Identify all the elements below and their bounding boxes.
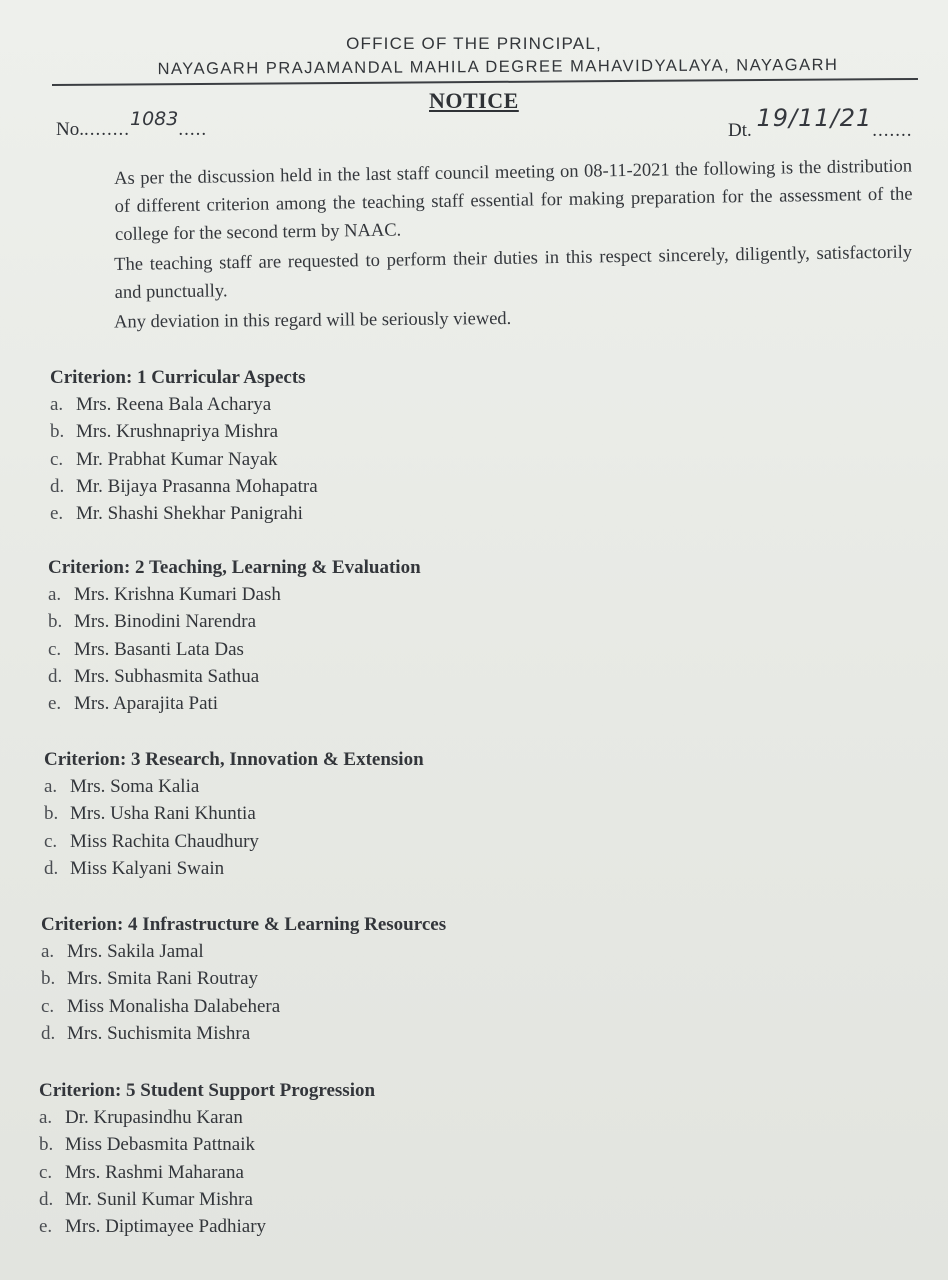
reference-date-label: Dt. [728,120,752,141]
staff-name: Mrs. Krushnapriya Mishra [76,421,279,443]
criterion-3-section [44,746,424,882]
dotted-leader: ..... [178,119,208,140]
reference-date-value: 19/11/21 [756,104,873,132]
staff-name: Mrs. Smita Rani Routray [67,968,259,990]
list-item [39,1159,375,1186]
body-paragraph-1 [52,152,913,249]
staff-name: Mrs. Soma Kalia [70,776,200,797]
staff-name: Mrs. Diptimayee Padhiary [65,1216,267,1238]
list-item [41,938,446,965]
list-item [48,636,421,663]
list-marker: c. [41,995,55,1017]
list-item [41,993,446,1020]
list-item [48,581,421,608]
list-marker: d. [41,1022,56,1044]
paragraph-text: The teaching staff are requested to perform their duties in this respect sincerely, diligently, satisfactorily and punctually. [114,242,913,304]
staff-name: Mrs. Krishna Kumari Dash [74,584,281,605]
staff-name: Mr. Bijaya Prasanna Mohapatra [76,475,318,497]
criterion-heading: Criterion: 3 Research, Innovation & Extension [44,749,424,770]
staff-name: Mrs. Aparajita Pati [74,693,219,715]
list-item [44,855,424,882]
staff-name: Mrs. Binodini Narendra [74,611,257,633]
staff-name: Mrs. Reena Bala Acharya [76,394,272,415]
reference-number-value: 1083 [129,108,179,130]
staff-name: Miss Debasmita Pattnaik [65,1134,255,1156]
staff-name: Dr. Krupasindhu Karan [65,1107,243,1128]
staff-name: Mr. Prabhat Kumar Nayak [76,448,278,470]
criterion-heading: Criterion: 4 Infrastructure & Learning Resources [41,914,447,935]
list-marker: d. [50,475,65,497]
staff-name: Mrs. Subhasmita Sathua [74,665,260,687]
list-item [50,418,318,445]
criterion-1-section [50,364,318,527]
list-marker: e. [50,503,64,525]
reference-date [728,104,913,141]
staff-name: Mr. Shashi Shekhar Panigrahi [76,503,303,525]
list-marker: e. [39,1216,53,1238]
list-item [50,473,318,500]
list-item [39,1213,375,1240]
notice-title: NOTICE [429,88,519,113]
list-marker: b. [41,968,56,990]
list-marker: b. [50,421,65,443]
staff-name: Miss Monalisha Dalabehera [67,995,281,1017]
list-item [39,1131,375,1158]
staff-name: Mrs. Sakila Jamal [67,941,204,962]
list-marker: b. [48,611,63,633]
list-marker: a. [50,394,64,415]
list-marker: c. [48,638,62,660]
staff-name: Miss Rachita Chaudhury [70,830,259,852]
staff-name: Mr. Sunil Kumar Mishra [65,1188,253,1210]
dotted-leader: ....... [872,120,913,141]
list-marker: a. [41,941,55,962]
list-item [50,391,318,418]
list-marker: b. [39,1134,54,1156]
staff-name: Miss Kalyani Swain [70,857,225,879]
paragraph-text: As per the discussion held in the last staff council meeting on 08-11-2021 the following is the distribution of different criterion among the teaching staff essential for making preparation for the assessment of the college for the second term by NAAC. [114,156,913,246]
list-marker: d. [39,1188,54,1210]
criterion-4-section [41,911,446,1047]
list-item [39,1186,375,1213]
list-marker: d. [48,665,63,687]
list-marker: c. [39,1161,53,1183]
list-marker: a. [44,776,58,797]
list-item [44,773,424,800]
list-marker: e. [48,693,62,715]
list-marker: c. [44,830,58,852]
list-item [48,690,421,717]
body-paragraph-3 [52,301,912,337]
staff-name: Mrs. Basanti Lata Das [74,638,244,660]
header-divider [52,78,918,86]
criterion-heading: Criterion: 5 Student Support Progression [39,1080,376,1101]
criterion-heading: Criterion: 1 Curricular Aspects [50,367,306,388]
list-marker: c. [50,448,64,470]
body-paragraph-2 [52,238,913,308]
list-item [50,446,318,473]
criterion-heading: Criterion: 2 Teaching, Learning & Evaluation [48,557,421,578]
dotted-leader: ........ [83,119,130,140]
list-item [50,500,318,527]
college-name: NAYAGARH PRAJAMANDAL MAHILA DEGREE MAHAVIDYALAYA, NAYAGARH [157,55,839,79]
list-marker: b. [44,803,59,825]
office-heading: OFFICE OF THE PRINCIPAL, [346,34,602,53]
staff-name: Mrs. Rashmi Maharana [65,1161,244,1183]
list-item [44,800,424,827]
list-item [41,965,446,992]
list-item [41,1020,446,1047]
reference-number [56,108,208,141]
list-marker: d. [44,857,59,879]
list-item [48,608,421,635]
paragraph-text: Any deviation in this regard will be seriously viewed. [114,308,512,333]
staff-name: Mrs. Usha Rani Khuntia [70,803,256,825]
criterion-2-section [48,554,421,717]
list-marker: a. [39,1107,53,1128]
criterion-5-section [39,1077,375,1240]
list-item [39,1104,375,1131]
reference-number-label: No. [56,119,84,140]
list-item [44,828,424,855]
staff-name: Mrs. Suchismita Mishra [67,1022,251,1044]
list-item [48,663,421,690]
list-marker: a. [48,584,62,605]
